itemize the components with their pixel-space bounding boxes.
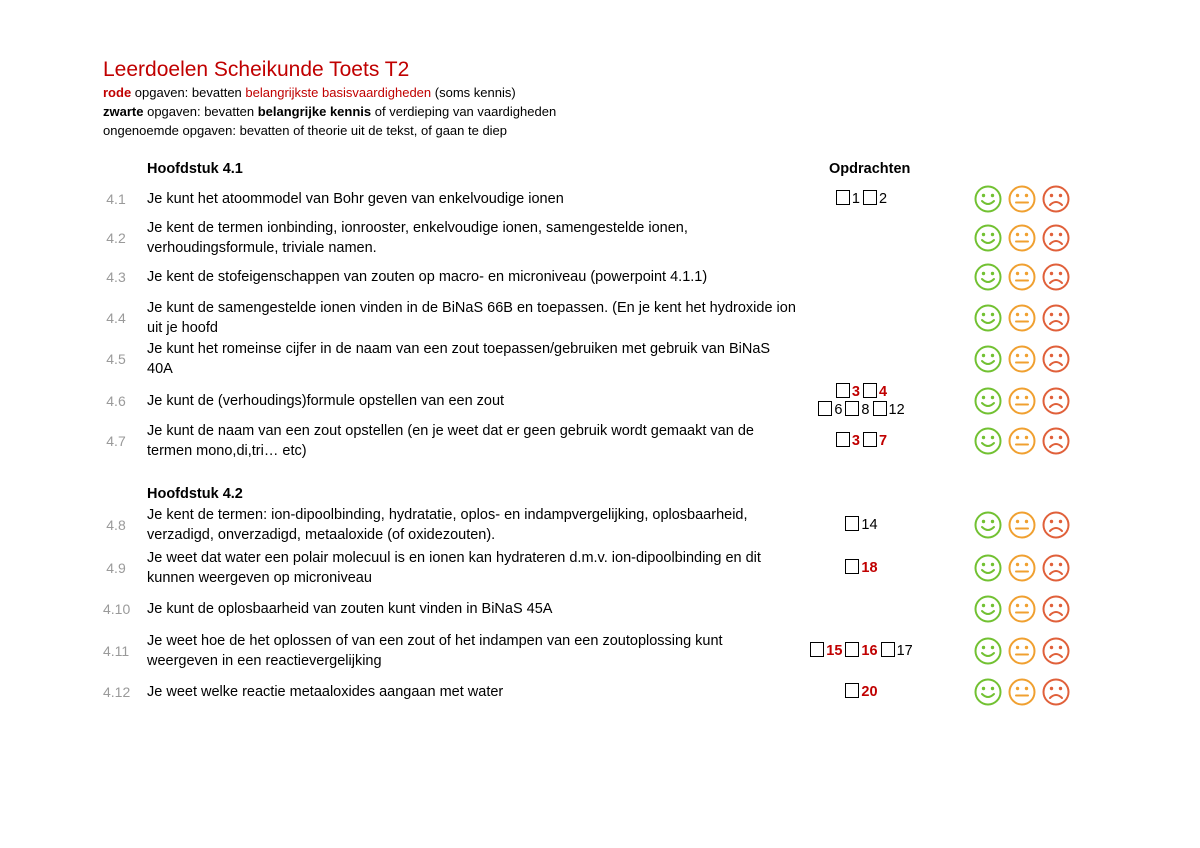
goal-number: 4.5 [106, 351, 126, 367]
goal-description: Je kunt de (verhoudings)formule opstellen van een zout [147, 393, 505, 409]
goal-number: 4.3 [106, 269, 126, 285]
exercise-list [790, 190, 930, 208]
self-assessment [973, 553, 1073, 583]
goal-description: Je kunt het romeinse cijfer in de naam van een zout toepassen/gebruiken met gebruik van BiNaS 40A [147, 341, 771, 377]
self-assessment [973, 344, 1073, 374]
self-assessment [973, 636, 1073, 666]
goal-description: Je weet hoe de het oplossen of van een zout of het indampen van een zoutoplossing kunt weergeven in een reactievergelijking [147, 633, 723, 669]
exercise-checkbox[interactable] [845, 642, 859, 657]
chapter-heading-4-1: Hoofdstuk 4.1 [147, 161, 243, 177]
self-assessment [973, 510, 1073, 540]
goal-number: 4.10 [103, 601, 131, 617]
self-assessment [973, 426, 1073, 456]
legend-text: of verdieping van vaardigheden [374, 104, 557, 119]
goal-number: 4.9 [106, 560, 126, 576]
exercise-checkbox[interactable] [863, 432, 877, 447]
exercise-checkbox[interactable] [836, 190, 850, 205]
goal-number: 4.8 [106, 517, 126, 533]
legend-emphasis: belangrijke kennis [257, 104, 372, 119]
exercise-number: 14 [861, 517, 878, 533]
goal-description: Je kent de stofeigenschappen van zouten op macro- en microniveau (powerpoint 4.1.1) [147, 269, 708, 285]
exercise-checkbox[interactable] [836, 383, 850, 398]
exercise-number: 2 [879, 191, 888, 207]
exercise-number: 3 [851, 433, 860, 449]
goal-description: Je weet dat water een polair molecuul is en ionen kan hydrateren d.m.v. ion-dipoolbinding en dit kunnen weergeven op microniveau [147, 550, 761, 586]
goal-description: Je kent de termen ionbinding, ionrooster, enkelvoudige ionen, samengestelde ionen, verhoudingsformule, triviale namen. [147, 220, 688, 256]
self-assessment [973, 223, 1073, 253]
exercise-number: 16 [861, 643, 878, 659]
page-title: Leerdoelen Scheikunde Toets T2 [103, 58, 410, 81]
exercise-number: 17 [896, 643, 913, 659]
exercise-number: 20 [861, 684, 878, 700]
goal-description: Je weet welke reactie metaaloxides aangaan met water [147, 684, 504, 700]
exercise-list [790, 516, 930, 534]
exercise-number: 8 [861, 402, 870, 418]
exercise-checkbox[interactable] [863, 383, 877, 398]
exercise-list [790, 432, 930, 450]
exercise-number: 4 [879, 384, 888, 400]
exercise-checkbox[interactable] [873, 401, 887, 416]
exercise-checkbox[interactable] [836, 432, 850, 447]
exercise-checkbox[interactable] [863, 190, 877, 205]
legend-line-1 [103, 83, 516, 102]
exercise-number: 1 [851, 191, 860, 207]
exercise-checkbox[interactable] [845, 683, 859, 698]
exercise-checkbox[interactable] [845, 401, 859, 416]
exercise-number: 18 [861, 560, 878, 576]
exercise-checkbox[interactable] [881, 642, 895, 657]
legend-text: opgaven: bevatten [147, 104, 255, 119]
legend-text: (soms kennis) [434, 85, 516, 100]
exercise-number: 3 [851, 384, 860, 400]
self-assessment [973, 594, 1073, 624]
exercise-number: 6 [834, 402, 843, 418]
exercise-number: 7 [879, 433, 888, 449]
goal-description: Je kunt het atoommodel van Bohr geven van enkelvoudige ionen [147, 191, 564, 207]
goal-description: Je kunt de samengestelde ionen vinden in de BiNaS 66B en toepassen. (En je kent het hydroxide ion uit je hoofd [147, 300, 796, 336]
exercise-checkbox[interactable] [845, 559, 859, 574]
legend-text: opgaven: bevatten [134, 85, 242, 100]
legend-line-3: ongenoemde opgaven: bevatten of theorie uit de tekst, of gaan te diep [103, 123, 508, 138]
chapter-heading-4-2: Hoofdstuk 4.2 [147, 486, 243, 502]
exercise-list [790, 642, 930, 660]
legend-red-word: rode [103, 85, 132, 100]
exercise-list [790, 559, 930, 577]
goal-description: Je kunt de naam van een zout opstellen (en je weet dat er geen gebruik wordt gemaakt van de termen mono,di,tri… etc) [147, 423, 754, 459]
legend-emphasis: belangrijkste basisvaardigheden [245, 85, 432, 100]
self-assessment [973, 303, 1073, 333]
goal-number: 4.11 [103, 643, 130, 659]
exercise-checkbox[interactable] [818, 401, 832, 416]
self-assessment [973, 677, 1073, 707]
legend-line-2 [103, 102, 556, 121]
goal-description: Je kent de termen: ion-dipoolbinding, hydratatie, oplos- en indampvergelijking, oplosbaarheid, verzadigd, onverzadigd, metaaloxide (of oxidezouten). [147, 507, 748, 543]
goal-number: 4.6 [106, 393, 126, 409]
goal-number: 4.12 [103, 684, 131, 700]
self-assessment [973, 184, 1073, 214]
self-assessment [973, 386, 1073, 416]
goal-number: 4.4 [106, 310, 126, 326]
exercise-list [790, 683, 930, 701]
legend-black-word: zwarte [103, 104, 144, 119]
goal-description: Je kunt de oplosbaarheid van zouten kunt vinden in BiNaS 45A [147, 601, 553, 617]
exercise-number: 15 [826, 643, 843, 659]
column-heading-opdrachten: Opdrachten [829, 161, 911, 177]
goal-number: 4.2 [106, 230, 126, 246]
exercise-number: 12 [888, 402, 905, 418]
self-assessment [973, 262, 1073, 292]
exercise-list [790, 383, 930, 419]
goal-number: 4.7 [106, 433, 126, 449]
exercise-checkbox[interactable] [845, 516, 859, 531]
goal-number: 4.1 [106, 191, 126, 207]
exercise-checkbox[interactable] [810, 642, 824, 657]
